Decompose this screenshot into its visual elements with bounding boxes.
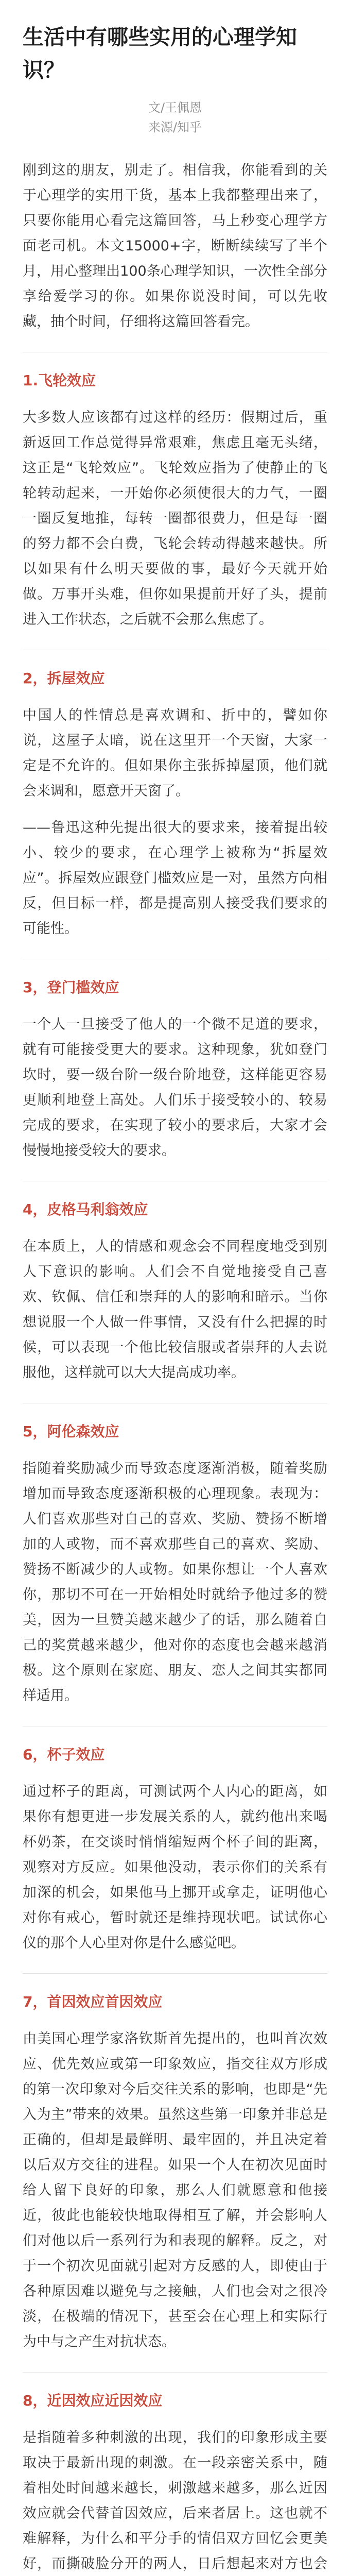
section-paragraph: 指随着奖励减少而导致态度逐渐消极，随着奖励增加而导致态度逐渐积极的心理现象。表现为：人们喜欢那些对自己的喜欢、奖励、赞扬不断增加的人或物，而不喜欢那些自己的喜欢、奖励、赞扬不断减少的人或物。如果你想让一个人喜欢你，那切不可在一开始相处时就给予他过多的赞美，因为一旦赞美越来越少了的话，那么随着自己的奖赏越来越少，他对你的态度也会越来越消极。这个原则在家庭、朋友、恋人之间其实都同样适用。 [23,1461,327,1704]
section-heading: 8，近因效应近因效应 [23,2392,163,2409]
section-heading: 5，阿伦森效应 [23,1423,119,1440]
article-section [23,2390,327,2576]
section-paragraph: 通过杯子的距离，可测试两个人内心的距离，如果你有想更进一步发展关系的人，就约他出来喝杯奶茶，在交谈时悄悄缩短两个杯子间的距离，观察对方反应。如果他没动，表示你们的关系有加深的机会，如果他马上挪开或拿走，证明他心对你有戒心，暂时就还是维持现状吧。试试你心仪的那个人心里对你是什么感觉吧。 [23,1784,327,1951]
section-paragraph: 由美国心理学家洛钦斯首先提出的，也叫首次效应、优先效应或第一印象效应，指交往双方形成的第一次印象对今后交往关系的影响，也即是“先入为主”带来的效果。虽然这些第一印象并非总是正确的，但却是最鲜明、最牢固的，并且决定着以后双方交往的进程。如果一个人在初次见面时给人留下良好的印象，那么人们就愿意和他接近，彼此也能较快地取得相互了解，并会影响人们对他以后一系列行为和表现的解释。反之，对于一个初次见面就引起对方反感的人，即使由于各种原因难以避免与之接触，人们也会对之很冷淡，在极端的情况下，甚至会在心理上和实际行为中与之产生对抗状态。 [23,2031,327,2350]
article-section [23,1744,327,1956]
section-paragraph: 大多数人应该都有过这样的经历：假期过后，重新返回工作总觉得异常艰难，焦虑且毫无头绪，这正是“飞轮效应”。飞轮效应指为了使静止的飞轮转动起来，一开始你必须使很大的力气，一圈一圈反复地推，每转一圈都很费力，但是每一圈的努力都不会白费，飞轮会转动得越来越快。所以如果有什么明天要做的事，最好今天就开始做。万事开头难，但你如果提前开好了头，提前进入工作状态，之后就不会那么焦虑了。 [23,410,327,628]
source-line: 来源/知乎 [148,120,202,134]
section-heading: 6，杯子效应 [23,1746,105,1763]
section-heading: 4，皮格马利翁效应 [23,1201,148,1218]
section-heading: 1.飞轮效应 [23,372,96,389]
section-paragraph: ——鲁迅这种先提出很大的要求来，接着提出较小、较少的要求，在心理学上被称为“拆屋效应”。拆屋效应跟登门槛效应是一对，虽然方向相反，但目标一样，都是提高别人接受我们要求的可能性。 [23,820,327,937]
article-section [23,1991,327,2354]
intro-paragraph: 刚到这的朋友，别走了。相信我，你能看到的关于心理学的实用干货，基本上我都整理出来了，只要你能用心看完这篇回答，马上秒变心理学方面老司机。本文15000+字，断断续续写了半个月，用心整理出100条心理学知识，一次性全部分享给爱学习的你。如果你说没时间，可以先收藏，抽个时间，仔细将这篇回答看完。 [23,162,327,330]
article-section [23,1199,327,1385]
article-section [23,1421,327,1708]
article-title: 生活中有哪些实用的心理学知识？ [23,25,297,82]
article-section [23,668,327,941]
sections-container [23,352,327,2576]
section-heading: 3，登门槛效应 [23,979,119,996]
section-paragraph: 一个人一旦接受了他人的一个微不足道的要求，就有可能接受更大的要求。这种现象，犹如登门坎时，要一级台阶一级台阶地登，这样能更容易更顺利地登上高处。人们乐于接受较小的、较易完成的要求，在实现了较小的要求后，大家才会慢慢地接受较大的要求。 [23,1016,327,1159]
article-section [23,370,327,632]
author-line: 文/王佩恩 [148,100,202,115]
section-paragraph: 中国人的性情总是喜欢调和、折中的，譬如你说，这屋子太暗，说在这里开一个天窗，大家一定是不允许的。但如果你主张拆掉屋顶，他们就会来调和，愿意开天窗了。 [23,707,327,799]
section-paragraph: 是指随着多种刺激的出现，我们的印象形成主要取决于最新出现的刺激。在一段亲密关系中，随着相处时间越来越长，刺激越来越多，那么近因效应就会代替首因效应，后来者居上。这也就不难解释，为什么和平分手的情侣双方回忆会更美好，而撕破脸分开的两人，日后想起来对方也会 [23,2430,327,2572]
section-divider [23,1973,327,1974]
section-heading: 2，拆屋效应 [23,670,105,687]
section-heading: 7，首因效应首因效应 [23,1993,163,2010]
article-section [23,977,327,1163]
section-paragraph: 在本质上，人的情感和观念会不同程度地受到别人下意识的影响。人们会不自觉地接受自己喜欢、钦佩、信任和崇拜的人的影响和暗示。当你想说服一个人做一件事情，又没有什么把握的时候，可以表现一个他比较信服或者崇拜的人去说服他，这样就可以大大提高成功率。 [23,1239,327,1381]
